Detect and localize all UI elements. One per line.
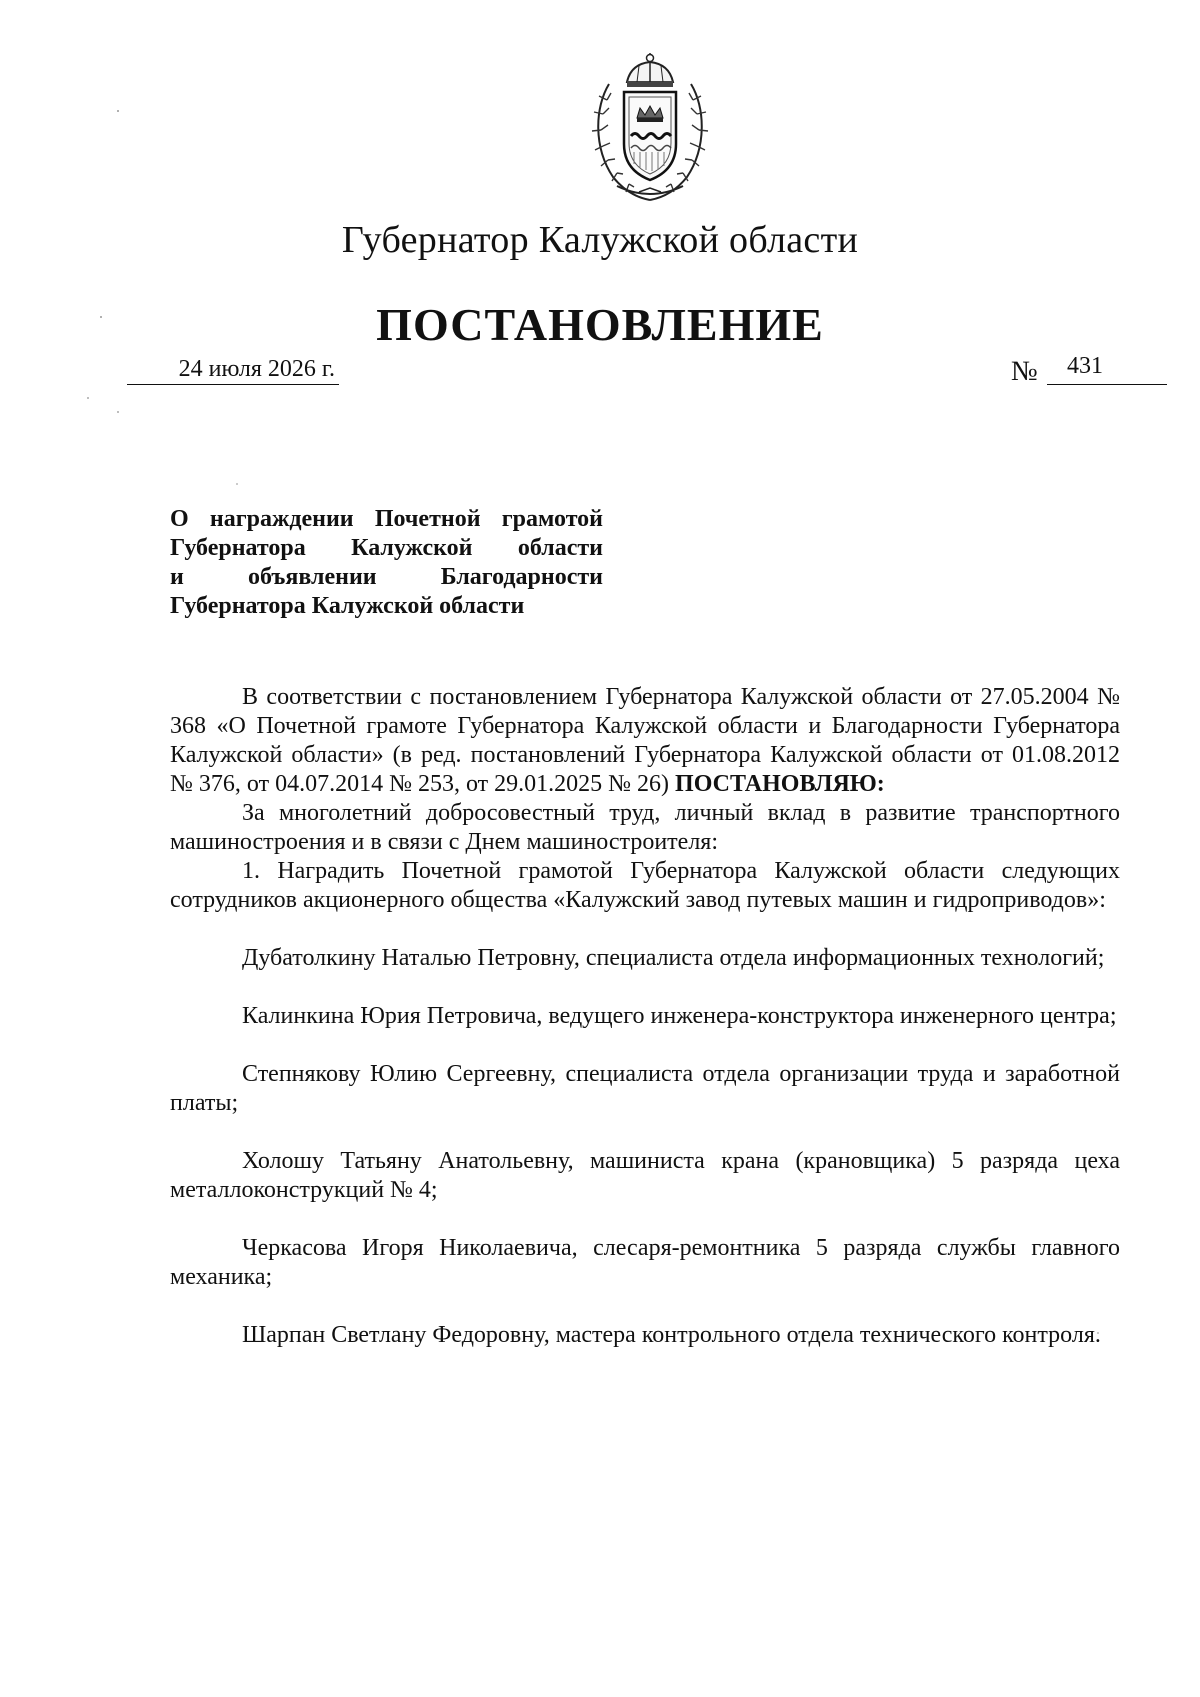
awardee-entry: Степнякову Юлию Сергеевну, специалиста отдела организации труда и заработной платы; (170, 1061, 1120, 1116)
issuer-title: Губернатор Калужской области (341, 219, 859, 261)
awardee-entry: Дубатолкину Наталью Петровну, специалиста отдела информационных технологий; (242, 945, 1105, 971)
number-sign: № (1011, 356, 1038, 387)
subject-block (170, 505, 603, 621)
document-number: 431 (1067, 353, 1103, 379)
preamble-paragraph (170, 683, 1120, 799)
awardee-entry: Шарпан Светлану Федоровну, мастера контрольного отдела технического контроля. (242, 1322, 1101, 1348)
document-type-heading: ПОСТАНОВЛЕНИЕ (376, 299, 824, 350)
subject-line: Губернатора Калужской области (170, 535, 603, 561)
awardee-entry: Холошу Татьяну Анатольевну, машиниста крана (крановщика) 5 разряда цеха металлоконструкций № 4; (170, 1148, 1120, 1203)
subject-line: О награждении Почетной грамотой (170, 506, 603, 532)
subject-line: и объявлении Благодарности (170, 564, 603, 590)
document-body (170, 683, 1120, 1350)
item-1-paragraph: 1. Наградить Почетной грамотой Губернатора Калужской области следующих сотрудников акционерного общества «Калужский завод путевых машин и гидроприводов»: (170, 858, 1120, 913)
reason-paragraph: За многолетний добросовестный труд, личный вклад в развитие транспортного машиностроения и в связи с Днем машиностроителя: (170, 800, 1120, 855)
decree-word: ПОСТАНОВЛЯЮ: (675, 771, 885, 797)
document-date: 24 июля 2026 г. (178, 356, 335, 382)
awardee-entry: Черкасова Игоря Николаевича, слесаря-ремонтника 5 разряда службы главного механика; (170, 1235, 1120, 1290)
preamble-text: В соответствии с постановлением Губернатора Калужской области от 27.05.2004 № 368 «О Почетной грамоте Губернатора Калужской области и Благодарности Губернатора Калужской области» (в ред. постановлений Губернатора Калужской области от 01.08.2012 № 376, от 04.07.2014 № 253, от 29.01.2025 № 26) (170, 684, 1120, 797)
subject-line: Губернатора Калужской области (170, 593, 525, 619)
awardee-entry: Калинкина Юрия Петровича, ведущего инженера-конструктора инженерного центра; (242, 1003, 1117, 1029)
